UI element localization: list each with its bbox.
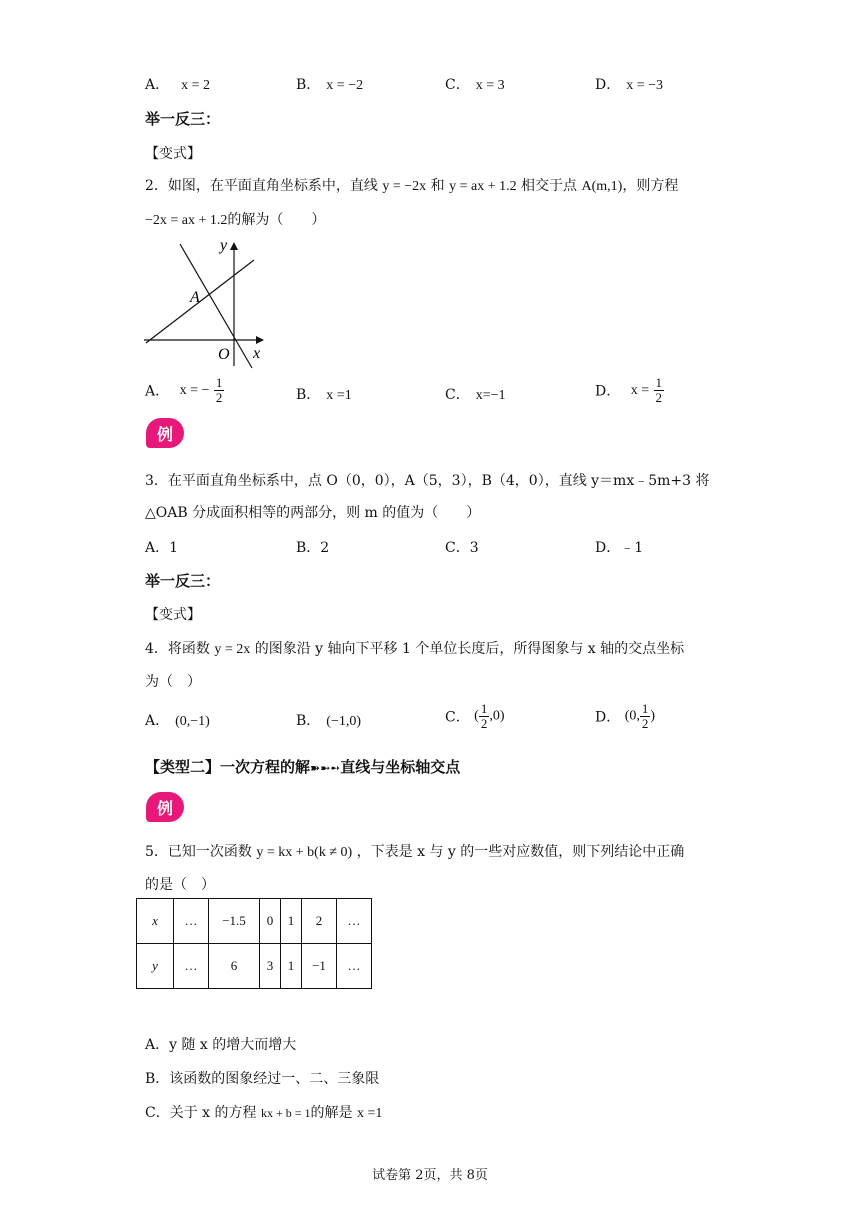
point-a-label: A <box>190 289 200 306</box>
example-badge-2: 例 <box>146 792 184 822</box>
q4-stem-line2: 为（ ） <box>145 674 201 690</box>
table-row: x … −1.5 0 1 2 … <box>137 899 372 944</box>
q3-stem-line2: △OAB 分成面积相等的两部分，则 m 的值为（ ） <box>145 505 481 521</box>
y-axis-label: y <box>220 237 228 254</box>
arrows-decoration: ➽➼➻ <box>310 761 341 775</box>
q1-option-a: A． x = 2 <box>145 77 211 93</box>
q1-option-c: C． x = 3 <box>445 77 505 93</box>
q5-stem-line1: 5．已知一次函数 y = kx + b(k ≠ 0) ，下表是 x 与 y 的一些对应数值，则下列结论中正确 <box>145 844 685 860</box>
q3-option-c: C．3 <box>445 540 479 556</box>
q5-option-a: A．y 随 x 的增大而增大 <box>145 1037 297 1053</box>
q2-option-d: D． x = $\frac{1}{2}$ <box>595 375 663 405</box>
q4-option-b: B． (−1,0) <box>296 713 362 729</box>
q5-option-b: B．该函数的图象经过一、二、三象限 <box>145 1071 380 1087</box>
q2-stem-line2: −2x = ax + 1.2的解为（ ） <box>145 212 326 228</box>
page-footer: 试卷第 2页，共 8页 <box>372 1168 488 1183</box>
practice-heading-1: 举一反三： <box>145 110 221 128</box>
type2-heading: 【类型二】一次方程的解➽➼➻直线与坐标轴交点 <box>145 758 461 776</box>
q2-option-c: C． x=−1 <box>445 387 506 403</box>
origin-label: O <box>218 346 230 363</box>
example-badge-1: 例 <box>146 418 184 448</box>
q2-coordinate-figure <box>140 236 270 371</box>
q1-option-b: B． x = −2 <box>296 77 364 93</box>
variant-label-1: 【变式】 <box>145 146 201 162</box>
q2-stem-line1: 2．如图，在平面直角坐标系中，直线 y = −2x 和 y = ax + 1.2 相交于点 A(m,1)，则方程 <box>145 178 679 194</box>
q2-option-b: B． x =1 <box>296 387 352 403</box>
q4-option-a: A． (0,−1) <box>145 713 210 729</box>
q4-stem-line1: 4．将函数 y = 2x 的图象沿 y 轴向下平移 1 个单位长度后，所得图象与 x 轴的交点坐标 <box>145 641 685 657</box>
q3-option-a: A．1 <box>145 540 179 556</box>
q5-option-c: C．关于 x 的方程 kx + b = 1的解是 x =1 <box>145 1105 383 1121</box>
q4-option-d: D． (0, $\frac{1}{2}$ ) <box>595 701 656 731</box>
q2-option-a: A． x = − $\frac{1}{2}$ <box>145 375 223 405</box>
practice-heading-2: 举一反三： <box>145 572 221 590</box>
q5-stem-line2: 的是（ ） <box>145 877 215 893</box>
variant-label-2: 【变式】 <box>145 607 201 623</box>
x-axis-label: x <box>253 345 261 362</box>
q3-option-b: B．2 <box>296 540 330 556</box>
q4-option-c: C． ( $\frac{1}{2}$ ,0) <box>445 701 505 731</box>
q5-value-table <box>136 898 372 989</box>
q1-option-d: D． x = −3 <box>595 77 664 93</box>
q3-stem-line1: 3．在平面直角坐标系中，点 O（0，0），A（5，3），B（4，0），直线 y＝mx﹣5m+3 将 <box>145 473 710 489</box>
q3-option-d: D．﹣1 <box>595 540 644 556</box>
table-row: y … 6 3 1 −1 … <box>137 944 372 989</box>
